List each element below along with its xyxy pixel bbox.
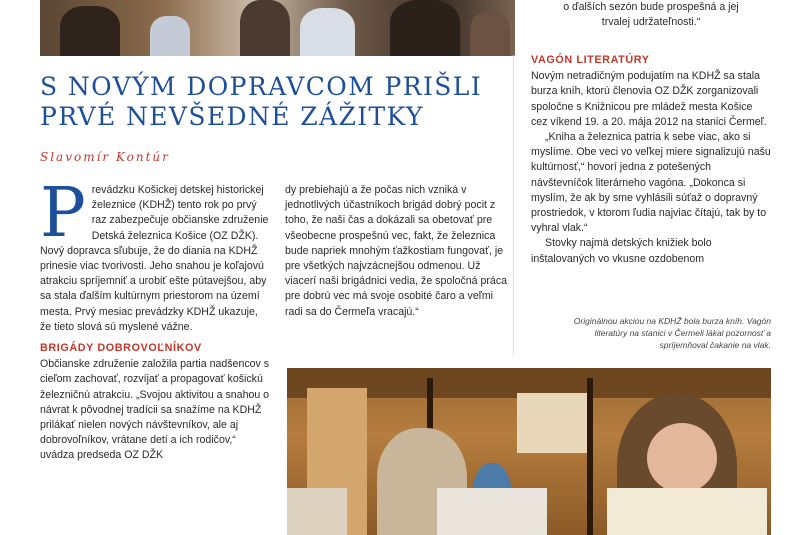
quote-line: o ďalších sezón bude prospešná a jej [563,1,739,13]
paragraph: dy prebiehajú a že počas nich vzniká v jednotlivých účastníkoch brigád dobrý pocit z toho, že naši čas a dokázali sa obetovať pre všeobecne prospešnú vec, fakt, že železnica bude napriek mnohým ťažkostiam fungovať, je pre všetkých najvzácnejšou odmenou. Už viacerí naši brigádnici vedia, že spoločná práca pre dobrú vec má svoje osobité čaro a veľmi radi sa do Čermeľa vracajú.“ [285,184,508,318]
column-2 [285,183,507,320]
paragraph: „Kniha a železnica patria k sebe viac, ako si myslíme. Obe veci vo veľkej miere signalizujú našu kultúrnosť,“ hovorí jedna z potešených návštevníčok literárneho vagóna. „Dokonca si myslím, že ak by sme vyhlásili súťaž o dopravný prostriedok, v ktorom ľudia najviac čítajú, tak by to vyhral vlak.“ [531,131,771,235]
paragraph: Novým netradičným podujatím na KDHŽ sa stala burza kníh, ktorú členovia OZ DŽK zorganizovali spoločne s Knižnicou pre mládež mesta Košice cez víkend 19. a 20. mája 2012 na stanici Čermeľ. [531,70,767,128]
main-photo [287,368,771,535]
intro-paragraph: revádzku Košickej detskej historickej železnice (KDHŽ) tento rok po prvý raz zabezpečuje občianske združenie Detská železnica Košice (OZ DŽK). Nový dopravca sľubuje, že do diania na KDHŽ prinesie viac tvorivosti. Jeho snahou je koľajovú atrakciu spríjemniť a urobiť ešte pútavejšou, aby sa stala ďalším kultúrnym priestorom na území mesta. Prvý mesiac prevádzky KDHŽ ukazuje, že tieto slová sú myslené vážne. [40,184,269,333]
quote-line: trvalej udržateľnosti.“ [601,16,701,29]
title-line: S NOVÝM DOPRAVCOM PRIŠLI [40,72,483,101]
drop-cap: P [40,174,86,253]
article-author: Slavomír Kontúr [40,150,170,164]
section-heading-vagon: VAGÓN LITERATÚRY [531,54,650,66]
photo-caption: Originálnou akciou na KDHŽ bola burza kníh. Vagón literatúry na stanici v Čermeli lákal pozornosť a spríjemňoval čakanie na vlak. [573,316,771,350]
column-divider [513,55,514,355]
column-3 [531,53,771,267]
quote-continuation [531,0,771,30]
article-title [40,72,520,132]
top-photo [40,0,515,56]
section-heading-brigady: BRIGÁDY DOBROVOĽNÍKOV [40,342,202,355]
paragraph: Občianske združenie založila partia nadšencov s cieľom zachovať, rozvíjať a propagovať košickú železničnú atrakciu. „Svojou aktivitou a snahou o návrat k pôvodnej tradícii sa snažíme na KDHŽ prilákať nielen nových návštevníkov, ale aj dobrovoľníkov, vrátane detí a ich rodičov,“ uvádza predseda OZ DŽK [40,358,270,462]
title-line: PRVÉ NEVŠEDNÉ ZÁŽITKY [40,102,424,131]
column-1 [40,174,270,464]
paragraph: Stovky najmä detských knižiek bolo inštalovaných vo vkusne ozdobenom [531,237,712,265]
